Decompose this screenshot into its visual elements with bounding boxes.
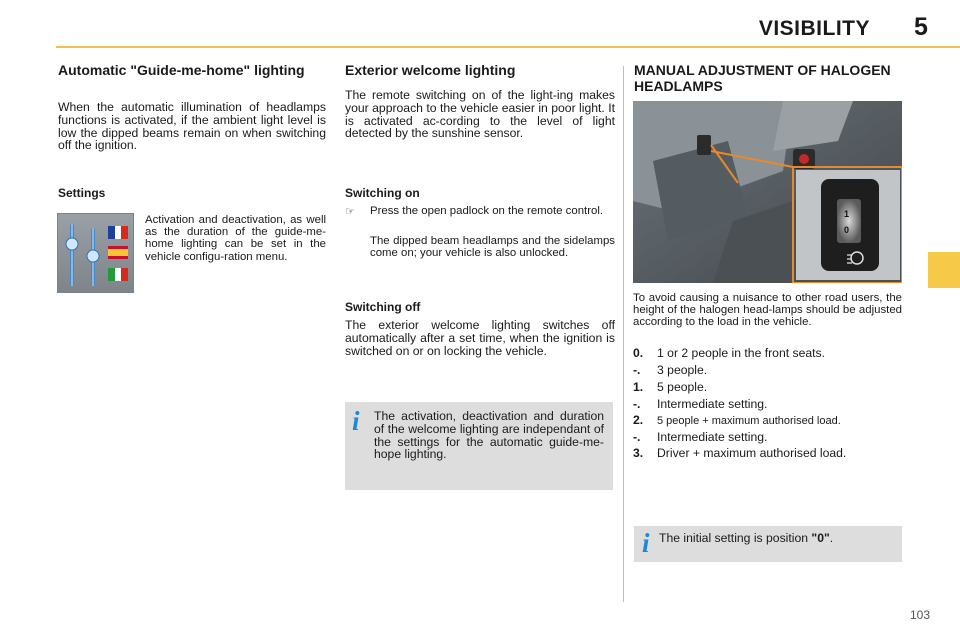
pointing-hand-icon: ☞ <box>345 206 355 218</box>
page-title: VISIBILITY <box>758 17 870 40</box>
headlamp-adjustment-intro: To avoid causing a nuisance to other road users, the height of the halogen head-lamps should be adjusted according to the load in the vehicle. <box>633 292 902 329</box>
list-item: -. Intermediate setting. <box>633 430 768 444</box>
initial-setting-info-box <box>634 526 902 562</box>
dial-number-1: 1 <box>844 209 850 219</box>
list-item: 1. 5 people. <box>633 380 708 394</box>
switching-on-heading: Switching on <box>345 186 420 200</box>
list-item: -. Intermediate setting. <box>633 397 768 411</box>
welcome-info-box <box>345 402 613 490</box>
welcome-lighting-heading: Exterior welcome lighting <box>345 62 516 78</box>
chapter-number: 5 <box>914 13 928 41</box>
headlamp-adjustment-heading: MANUAL ADJUSTMENT OF HALOGEN HEADLAMPS <box>634 62 891 94</box>
info-icon: i <box>642 528 650 558</box>
chapter-tab <box>928 252 960 288</box>
switching-on-step: Press the open padlock on the remote control. <box>370 205 604 217</box>
header-divider <box>56 46 960 48</box>
guide-me-home-heading: Automatic "Guide-me-home" lighting <box>58 62 305 78</box>
switching-off-text: The exterior welcome lighting switches off automatically after a set time, when the ignition is switched on or on locking the vehicle. <box>345 318 615 358</box>
headlamp-adjuster-photo <box>633 101 902 283</box>
language-settings-icon <box>57 213 134 293</box>
column-divider <box>623 66 624 602</box>
switching-on-result: The dipped beam headlamps and the sidelamps come on; your vehicle is also unlocked. <box>370 235 615 260</box>
initial-setting-text: The initial setting is position "0". <box>659 531 834 545</box>
switching-off-heading: Switching off <box>345 300 421 314</box>
welcome-info-text: The activation, deactivation and duration of the welcome lighting are independant of the settings for the automatic guide-me-hope lighting. <box>374 409 604 462</box>
guide-me-home-intro: When the automatic illumination of headlamps functions is activated, if the ambient light level is low the dipped beams remain on when switching off the ignition. <box>58 100 326 153</box>
settings-text: Activation and deactivation, as well as the duration of the guide-me-home lighting can be set in the vehicle configu-ration menu. <box>145 214 326 263</box>
list-item: 2. 5 people + maximum authorised load. <box>633 413 841 427</box>
settings-heading: Settings <box>58 186 106 200</box>
list-item: -. 3 people. <box>633 363 708 377</box>
info-icon: i <box>352 406 360 436</box>
list-item: 0. 1 or 2 people in the front seats. <box>633 346 826 360</box>
list-item: 3. Driver + maximum authorised load. <box>633 446 847 460</box>
dial-number-0: 0 <box>844 225 850 235</box>
welcome-lighting-intro: The remote switching on of the light-ing makes your approach to the vehicle easier in poor light. It is activated ac-cording to the level of light detected by the sunshine sensor. <box>345 88 615 141</box>
page-number: 103 <box>910 608 931 622</box>
